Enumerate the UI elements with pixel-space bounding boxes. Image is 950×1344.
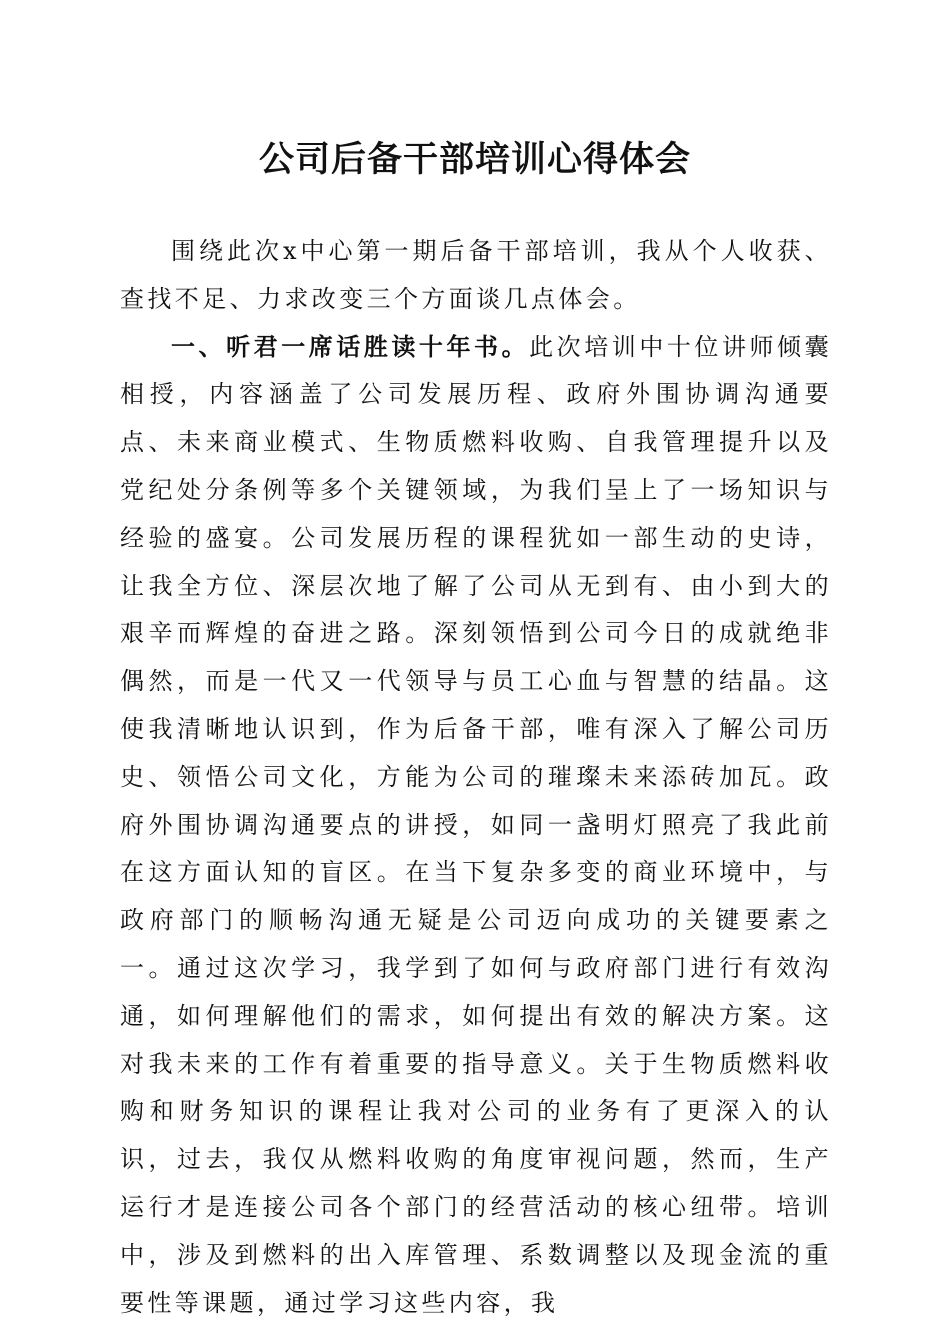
document-body [120, 228, 832, 1327]
section-1-paragraph [120, 324, 832, 1328]
document-title: 公司后备干部培训心得体会 [258, 139, 691, 180]
intro-paragraph: 围绕此次x中心第一期后备干部培训，我从个人收获、查找不足、力求改变三个方面谈几点体会。 [120, 237, 832, 313]
section-1-text: 此次培训中十位讲师倾囊相授，内容涵盖了公司发展历程、政府外围协调沟通要点、未来商业模式、生物质燃料收购、自我管理提升以及党纪处分条例等多个关键领域，为我们呈上了一场知识与经验的盛宴。公司发展历程的课程犹如一部生动的史诗，让我全方位、深层次地了解了公司从无到有、由小到大的艰辛而辉煌的奋进之路。深刻领悟到公司今日的成就绝非偶然，而是一代又一代领导与员工心血与智慧的结晶。这使我清晰地认识到，作为后备干部，唯有深入了解公司历史、领悟公司文化，方能为公司的璀璨未来添砖加瓦。政府外围协调沟通要点的讲授，如同一盏明灯照亮了我此前在这方面认知的盲区。在当下复杂多变的商业环境中，与政府部门的顺畅沟通无疑是公司迈向成功的关键要素之一。通过这次学习，我学到了如何与政府部门进行有效沟通，如何理解他们的需求，如何提出有效的解决方案。这对我未来的工作有着重要的指导意义。关于生物质燃料收购和财务知识的课程让我对公司的业务有了更深入的认识，过去，我仅从燃料收购的角度审视问题，然而，生产运行才是连接公司各个部门的经营活动的核心纽带。培训中，涉及到燃料的出入库管理、系数调整以及现金流的重要性等课题，通过学习这些内容，我 [120, 332, 832, 1317]
section-1-heading: 一、听君一席话胜读十年书。 [171, 332, 530, 361]
